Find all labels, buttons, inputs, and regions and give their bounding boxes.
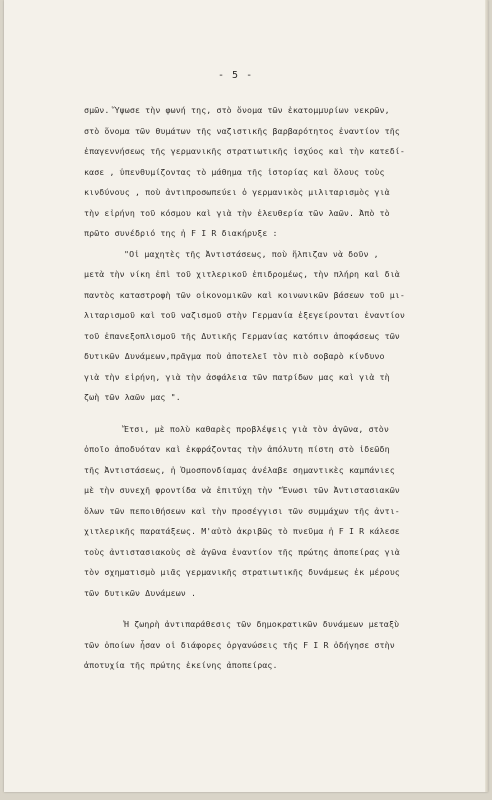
document-page bbox=[4, 0, 488, 792]
text-line: τῆς Ἀντιστάσεως, ἡ Ὁμοσπονδίαμας ἀνέλαβε σημαντικὲς καμπάνιες bbox=[84, 464, 395, 475]
paragraph bbox=[84, 419, 474, 604]
text-line: τῶν δυτικῶν Δυνάμεων . bbox=[84, 587, 197, 598]
page-number: - 5 - bbox=[218, 70, 254, 81]
text-line: μὲ τὴν συνεχῆ φροντίδα νὰ ἐπιτύχη τὴν "Ἑνωσι τῶν Ἀντιστασιακῶν bbox=[84, 485, 400, 495]
quotation-paragraph bbox=[84, 244, 474, 408]
text-line: τῶν ὁποίων ἦσαν οἱ διάφορες ὀργανώσεις τῆς F I R ὁδήγησε στὴν bbox=[84, 639, 395, 650]
text-line: στὸ ὄνομα τῶν θυμάτων τῆς ναζιστικῆς βαρβαρότητος ἐναντίον τῆς bbox=[84, 125, 400, 136]
text-line: δυτικῶν Δυνάμεων,πρᾶγμα ποὺ ἀποτελεῖ τὸν πιὸ σοβαρὸ κίνδυνο bbox=[84, 351, 385, 361]
text-line: ἐπαγεννήσεως τῆς γερμανικῆς στρατιωτικῆς ἰσχύος καὶ τὴν κατεδί- bbox=[84, 146, 405, 156]
text-line: Ἡ ζωηρὴ ἀντιπαράθεσις τῶν δημοκρατικῶν δυνάμεων μεταξὺ bbox=[124, 619, 400, 629]
text-line: τοῦ ἐπανεξοπλισμοῦ τῆς Δυτικῆς Γερμανίας κατόπιν ἀποφάσεως τῶν bbox=[84, 330, 400, 341]
text-line: ὅλων τῶν πεποιθήσεων καὶ τὴν προσέγγισι τῶν συμμάχων τῆς ἀντι- bbox=[84, 505, 400, 516]
paragraph bbox=[84, 100, 474, 244]
text-line: ὁποῖο ἀποδυόταν καὶ ἐκφράζοντας τὴν ἀπόλυτη πίστη στὸ ἰδεῶδη bbox=[84, 444, 390, 454]
text-line: πρῶτο συνέδριό της ἡ F I R διακήρυξε : bbox=[84, 228, 278, 238]
page-edge bbox=[485, 0, 488, 792]
text-line: κινδύνους , ποὺ ἀντιπροσωπεύει ὁ γερμανικὸς μιλιταρισμὸς γιὰ bbox=[84, 187, 390, 197]
text-line: τὸν σχηματισμὸ μιᾶς γερμανικῆς στρατιωτικῆς δυνάμεως ἐκ μέρους bbox=[84, 567, 400, 577]
text-line: Ἔτσι, μὲ πολὺ καθαρὲς προβλέψεις γιὰ τὸν ἀγῶνα, στὸν bbox=[124, 423, 389, 434]
text-line: τὴν εἰρήνη τοῦ κόσμου καὶ γιὰ τὴν ἐλευθερία τῶν λαῶν. Ἀπὸ τὸ bbox=[84, 207, 390, 218]
text-line: λιταρισμοῦ καὶ τοῦ ναζισμοῦ στὴν Γερμανία ἐξεγείρονται ἐναντίον bbox=[84, 310, 405, 320]
text-line: γιὰ τὴν εἰρήνη, γιὰ τὴν ἀσφάλεια τῶν πατρίδων μας καὶ γιὰ τὴ bbox=[84, 371, 390, 382]
body-text bbox=[84, 100, 474, 676]
text-line: "Οἱ μαχητὲς τῆς Ἀντιστάσεως, ποὺ ἤλπιζαν νὰ δοῦν , bbox=[124, 248, 379, 259]
text-line: τοὺς ἀντιστασιακοὺς σὲ ἀγῶνα ἐναντίον τῆς πρώτης ἀποπείρας γιὰ bbox=[84, 546, 400, 557]
text-line: μετὰ τὴν νίκη ἐπὶ τοῦ χιτλερικοῦ ἐπιδρομέως, τὴν πλήρη καὶ διὰ bbox=[84, 269, 400, 279]
text-line: ἀποτυχία τῆς πρώτης ἐκείνης ἀποπείρας. bbox=[84, 660, 278, 670]
text-line: ζωὴ τῶν λαῶν μας ". bbox=[84, 392, 181, 402]
text-line: κασε , ὑπενθυμίζοντας τὸ μάθημα τῆς ἱστορίας καὶ ὅλους τοὺς bbox=[84, 166, 385, 177]
text-line: σμῶν. Ὕψωσε τὴν φωνή της, στὸ ὄνομα τῶν ἑκατομμυρίων νεκρῶν, bbox=[84, 105, 390, 115]
paragraph bbox=[84, 614, 474, 676]
text-line: παντὸς καταστροφὴ τῶν οἰκονομικῶν καὶ κοινωνικῶν βάσεων τοῦ μι- bbox=[84, 289, 405, 300]
text-line: χιτλερικῆς παρατάξεως. Μ'αὐτὸ ἀκριβῶς τὸ πνεῦμα ἡ F I R κάλεσε bbox=[84, 526, 400, 536]
